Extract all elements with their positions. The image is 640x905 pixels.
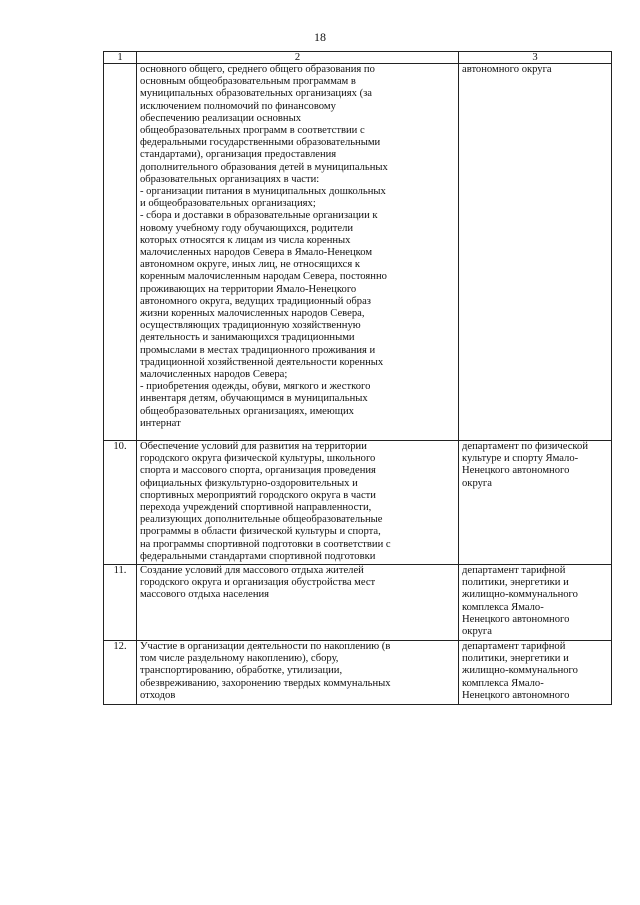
text-line: интернат	[140, 417, 181, 429]
table-row	[104, 641, 612, 705]
text-line: муниципальных образовательных организациях (за	[140, 88, 373, 100]
responsible-body	[459, 441, 612, 565]
text-line: инвентаря детям, обучающимся в муниципальных	[140, 393, 368, 405]
text-line: комплекса Ямало-	[462, 601, 544, 613]
text-line: малочисленных народов Севера в Ямало-Ненецком	[140, 247, 373, 259]
text-line: общеобразовательных программ в соответствии с	[140, 125, 365, 137]
text-line: транспортированию, обработке, утилизации,	[140, 665, 343, 677]
text-line: комплекса Ямало-	[462, 677, 544, 689]
column-header-number: 1	[104, 52, 137, 64]
text-line: - сбора и доставки в образовательные организации к	[140, 210, 378, 222]
text-line: городского округа и организация обустройства мест	[140, 577, 376, 589]
text-line: департамент по физической	[462, 441, 589, 452]
text-line: промыслами в местах традиционного проживания и	[140, 344, 376, 356]
text-line: проживающих на территории Ямало-Ненецкого	[140, 283, 357, 295]
text-line: и общеобразовательных организациях;	[140, 198, 316, 210]
text-line: Ненецкого автономного	[462, 465, 570, 477]
text-line: - организации питания в муниципальных дошкольных	[140, 186, 386, 198]
text-line: деятельность и занимающихся традиционными	[140, 332, 355, 344]
text-line: основного общего, среднего общего образования по	[140, 64, 375, 75]
text-line: департамент тарифной	[462, 641, 566, 652]
text-line: том числе раздельному накоплению), сбору,	[140, 653, 339, 665]
text-line: культуре и спорту Ямало-	[462, 453, 579, 465]
power-description	[137, 64, 459, 441]
powers-table	[103, 51, 612, 705]
power-description	[137, 565, 459, 641]
responsible-body	[459, 641, 612, 705]
text-line: политики, энергетики и	[462, 653, 569, 665]
text-line: официальных физкультурно-оздоровительных и	[140, 477, 358, 489]
responsible-body	[459, 64, 612, 441]
text-line: федеральными стандартами спортивной подготовки	[140, 550, 376, 562]
text-line: жилищно-коммунального	[462, 665, 578, 677]
row-number	[104, 64, 137, 441]
row-number: 10.	[104, 441, 137, 565]
table-row	[104, 441, 612, 565]
text-line: малочисленных народов Севера;	[140, 369, 288, 381]
text-line: округа	[462, 626, 492, 638]
text-line: новому учебному году обучающихся, родители	[140, 222, 354, 234]
text-line: спорта и массового спорта, организация проведения	[140, 465, 376, 477]
text-line: общеобразовательных организациях, имеющих	[140, 405, 354, 417]
text-line: обезвреживанию, захоронению твердых коммунальных	[140, 677, 391, 689]
text-line: Обеспечение условий для развития на территории	[140, 441, 367, 452]
table-row	[104, 64, 612, 441]
text-line: программы в области физической культуры и спорта,	[140, 526, 381, 538]
responsible-body	[459, 565, 612, 641]
text-line: образовательных организациях в части:	[140, 173, 320, 185]
text-line: автономного округа	[462, 64, 552, 75]
text-line: исключением полномочий по финансовому	[140, 100, 336, 112]
text-line: Создание условий для массового отдыха жителей	[140, 565, 364, 576]
text-line: традиционной хозяйственной деятельности коренных	[140, 356, 384, 368]
text-line: обеспечению реализации основных	[140, 112, 301, 124]
text-line: жилищно-коммунального	[462, 589, 578, 601]
text-line: департамент тарифной	[462, 565, 566, 576]
text-line: - приобретения одежды, обуви, мягкого и жесткого	[140, 381, 371, 393]
page-number: 18	[314, 30, 326, 44]
text-line: отходов	[140, 689, 176, 701]
table-header-row	[104, 52, 612, 64]
text-line: осуществляющих традиционную хозяйственную	[140, 320, 361, 332]
text-line: автономного округа, ведущих традиционный образ	[140, 295, 371, 307]
row-number: 12.	[104, 641, 137, 705]
text-line: жизни коренных малочисленных народов Севера,	[140, 308, 365, 320]
text-line: городского округа физической культуры, школьного	[140, 453, 376, 465]
text-line: Ненецкого автономного	[462, 613, 570, 625]
text-line: округа	[462, 477, 492, 489]
text-line: спортивных мероприятий городского округа в части	[140, 489, 376, 501]
column-header-responsible: 3	[459, 52, 612, 64]
power-description	[137, 641, 459, 705]
text-line: автономном округе, иных лиц, не относящихся к	[140, 259, 361, 271]
text-line: массового отдыха населения	[140, 589, 270, 601]
text-line: дополнительного образования детей в муниципальных	[140, 161, 388, 173]
text-line: Ненецкого автономного	[462, 689, 570, 701]
text-line: коренным малочисленным народам Севера, постоянно	[140, 271, 387, 283]
text-line: реализующих дополнительные общеобразовательные	[140, 514, 383, 526]
row-number: 11.	[104, 565, 137, 641]
text-line: основным общеобразовательным программам в	[140, 76, 356, 88]
text-line: Участие в организации деятельности по накоплению (в	[140, 641, 391, 652]
text-line: перехода учреждений спортивной направленности,	[140, 502, 372, 514]
table-row	[104, 565, 612, 641]
text-line: которых относятся к лицам из числа коренных	[140, 234, 351, 246]
text-line: стандартами), организация предоставления	[140, 149, 337, 161]
power-description	[137, 441, 459, 565]
text-line: политики, энергетики и	[462, 577, 569, 589]
column-header-powers: 2	[137, 52, 459, 64]
text-line: федеральными государственными образовательными	[140, 137, 381, 149]
text-line: на программы спортивной подготовки в соответствии с	[140, 538, 391, 550]
